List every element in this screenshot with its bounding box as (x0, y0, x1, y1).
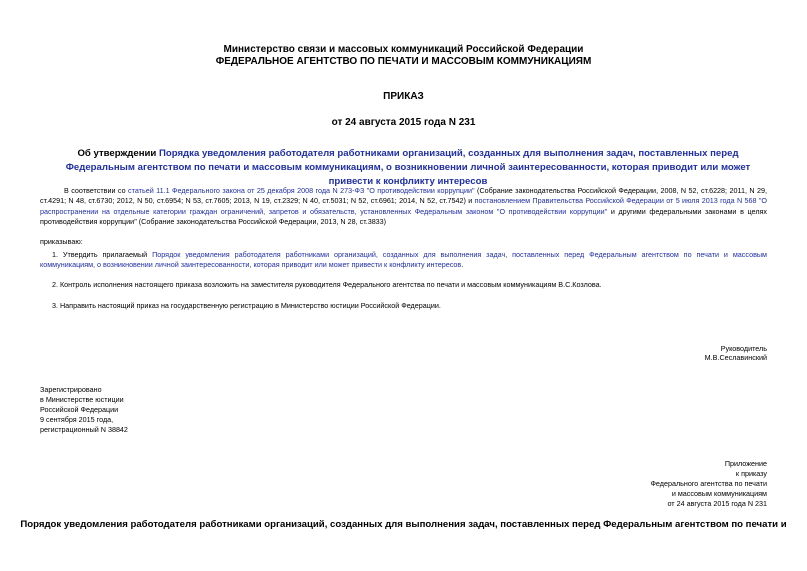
registration-line-2: в Министерстве юстиции (40, 395, 124, 404)
title-link[interactable]: Порядка уведомления работодателя работниками организаций, созданных для выполнения задач, поставленных перед Федеральным агентством по печати и массовым коммуникациям, о возникновении личной заинтересованности, которая приводит или может привести к конфликту интересов (65, 148, 751, 187)
registration-line-4: 9 сентября 2015 года, (40, 415, 114, 424)
doc-date-number: от 24 августа 2015 года N 231 (331, 117, 476, 128)
preamble-text-1: В соответствии со (64, 186, 129, 195)
registration-line-3: Российской Федерации (40, 405, 119, 414)
doc-type: ПРИКАЗ (383, 91, 424, 102)
appendix-line-4: и массовым коммуникациям (671, 489, 767, 498)
order-title (46, 147, 770, 189)
order-item-3: 3. Направить настоящий приказ на государственную регистрацию в Министерство юстиции Российской Федерации. (52, 301, 441, 310)
procedure-link[interactable]: Порядок уведомления работодателя работниками организаций, созданных для выполнения задач, поставленных перед Федеральным агентством по печати и массовым коммуникациям, о возникновении личной заинтересованности, которая приводит или может привести к конфликту интересов (40, 250, 767, 270)
title-prefix: Об утверждении (77, 148, 159, 159)
law-273-link[interactable]: статьей 11.1 Федерального закона от 25 декабря 2008 года N 273-ФЗ "О противодействии коррупции" (128, 186, 475, 195)
appendix-line-5: от 24 августа 2015 года N 231 (667, 499, 767, 508)
preamble-text-3: и другими федеральными законами в целях противодействия коррупции" (Собрание законодательства Российской Федерации, 2013, N 28, ст.3833) (40, 206, 768, 227)
agency-name: ФЕДЕРАЛЬНОЕ АГЕНТСТВО ПО ПЕЧАТИ И МАССОВЫМ КОММУНИКАЦИЯМ (215, 56, 592, 67)
order-item-2: 2. Контроль исполнения настоящего приказа возложить на заместителя руководителя Федерального агентства по печати и массовым коммуникациям В.С.Козлова. (52, 280, 602, 289)
preamble-text-2: (Собрание законодательства Российской Федерации, 2008, N 52, ст.6228; 2011, N 29, ст.4291; N 48, ст.6730; 2012, N 50, ст.6954; N 53, ст.7605; 2013, N 19, ст.2329; N 40, ст.5031; N 52, ст.6961; 2014, N 52, ст.7542) и (40, 186, 767, 206)
appendix-block (567, 459, 767, 509)
item-1-suffix: . (461, 260, 464, 270)
procedure-heading: Порядок уведомления работодателя работниками организаций, созданных для выполнения задач, поставленных перед Федеральным агентством по печати и (20, 519, 787, 530)
order-word: приказываю: (40, 237, 83, 246)
item-1-prefix: 1. Утвердить прилагаемый (52, 250, 153, 259)
appendix-line-1: Приложение (724, 459, 767, 468)
order-item-1 (40, 250, 767, 271)
preamble-paragraph (40, 186, 767, 228)
registration-line-1: Зарегистрировано (40, 385, 102, 394)
registration-line-5: регистрационный N 38842 (40, 425, 128, 434)
appendix-line-2: к приказу (735, 469, 767, 478)
signature-name: М.В.Сеславинский (704, 353, 767, 362)
appendix-line-3: Федерального агентства по печати (650, 479, 767, 488)
resolution-568-link[interactable]: постановлением Правительства Российской Федерации от 5 июля 2013 года N 568 "О распространении на отдельные категории граждан ограничений, запретов и обязательств, установленных Федеральным законом "О противодействии коррупции" (40, 196, 768, 216)
ministry-name: Министерство связи и массовых коммуникаций Российской Федерации (223, 44, 584, 55)
registration-block (40, 385, 128, 435)
signature-role: Руководитель (720, 344, 767, 353)
